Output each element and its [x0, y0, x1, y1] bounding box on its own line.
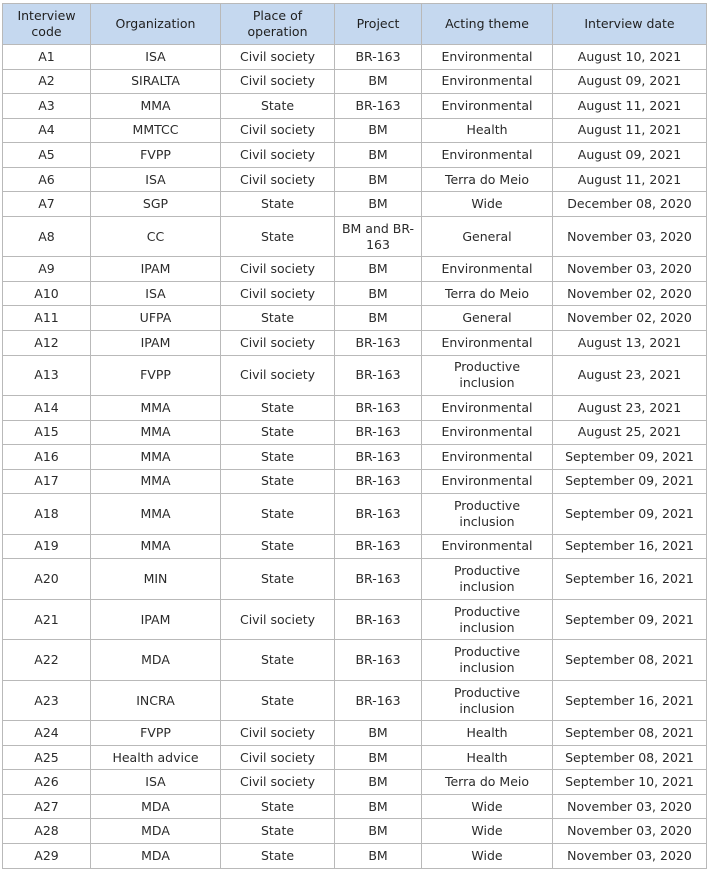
cell-project: BR-163	[335, 330, 422, 355]
cell-organization: MDA	[91, 794, 221, 819]
table-header	[3, 4, 707, 45]
cell-place-of-operation: State	[221, 469, 335, 494]
cell-place-of-operation: State	[221, 94, 335, 119]
cell-interview-date: August 23, 2021	[553, 355, 707, 396]
cell-place-of-operation: State	[221, 559, 335, 600]
cell-acting-theme: General	[422, 216, 553, 257]
cell-interview-code: A13	[3, 355, 91, 396]
cell-place-of-operation: State	[221, 640, 335, 681]
table-row	[3, 745, 707, 770]
table-row	[3, 216, 707, 257]
cell-interview-code: A20	[3, 559, 91, 600]
cell-project: BM	[335, 745, 422, 770]
cell-acting-theme: Terra do Meio	[422, 770, 553, 795]
table-row	[3, 680, 707, 721]
cell-place-of-operation: Civil society	[221, 770, 335, 795]
cell-organization: ISA	[91, 167, 221, 192]
cell-interview-date: September 09, 2021	[553, 599, 707, 640]
cell-organization: IPAM	[91, 330, 221, 355]
cell-acting-theme: Environmental	[422, 330, 553, 355]
cell-place-of-operation: Civil society	[221, 745, 335, 770]
cell-acting-theme: Productive inclusion	[422, 355, 553, 396]
cell-interview-date: August 23, 2021	[553, 396, 707, 421]
cell-place-of-operation: State	[221, 794, 335, 819]
cell-organization: SIRALTA	[91, 69, 221, 94]
cell-interview-code: A8	[3, 216, 91, 257]
table-row	[3, 355, 707, 396]
cell-project: BR-163	[335, 355, 422, 396]
cell-interview-code: A14	[3, 396, 91, 421]
cell-project: BM	[335, 118, 422, 143]
cell-interview-code: A7	[3, 192, 91, 217]
cell-project: BR-163	[335, 494, 422, 535]
header-place-of-operation: Place of operation	[221, 4, 335, 45]
table-body	[3, 45, 707, 869]
cell-acting-theme: Productive inclusion	[422, 599, 553, 640]
cell-organization: MMA	[91, 396, 221, 421]
cell-organization: IPAM	[91, 599, 221, 640]
cell-acting-theme: Wide	[422, 192, 553, 217]
cell-organization: MMA	[91, 534, 221, 559]
cell-interview-date: November 03, 2020	[553, 257, 707, 282]
cell-project: BM	[335, 143, 422, 168]
table-row	[3, 257, 707, 282]
table-row	[3, 843, 707, 868]
cell-acting-theme: Terra do Meio	[422, 167, 553, 192]
cell-interview-code: A16	[3, 445, 91, 470]
cell-place-of-operation: State	[221, 534, 335, 559]
cell-acting-theme: Health	[422, 118, 553, 143]
table-row	[3, 494, 707, 535]
cell-acting-theme: Productive inclusion	[422, 680, 553, 721]
cell-acting-theme: Environmental	[422, 143, 553, 168]
cell-interview-code: A6	[3, 167, 91, 192]
cell-interview-code: A12	[3, 330, 91, 355]
header-organization: Organization	[91, 4, 221, 45]
cell-project: BM and BR-163	[335, 216, 422, 257]
cell-acting-theme: Terra do Meio	[422, 281, 553, 306]
header-interview-date: Interview date	[553, 4, 707, 45]
cell-place-of-operation: State	[221, 192, 335, 217]
cell-interview-date: September 09, 2021	[553, 445, 707, 470]
cell-organization: UFPA	[91, 306, 221, 331]
cell-interview-date: November 03, 2020	[553, 819, 707, 844]
cell-project: BR-163	[335, 534, 422, 559]
cell-organization: MMA	[91, 469, 221, 494]
cell-acting-theme: Environmental	[422, 257, 553, 282]
cell-acting-theme: Wide	[422, 794, 553, 819]
cell-acting-theme: Productive inclusion	[422, 494, 553, 535]
cell-place-of-operation: Civil society	[221, 599, 335, 640]
cell-project: BR-163	[335, 469, 422, 494]
cell-organization: MMA	[91, 420, 221, 445]
cell-interview-code: A18	[3, 494, 91, 535]
cell-project: BR-163	[335, 559, 422, 600]
cell-interview-code: A28	[3, 819, 91, 844]
cell-interview-code: A23	[3, 680, 91, 721]
cell-place-of-operation: State	[221, 306, 335, 331]
cell-acting-theme: Environmental	[422, 469, 553, 494]
cell-place-of-operation: Civil society	[221, 118, 335, 143]
cell-organization: IPAM	[91, 257, 221, 282]
cell-project: BM	[335, 819, 422, 844]
cell-interview-code: A26	[3, 770, 91, 795]
cell-interview-code: A4	[3, 118, 91, 143]
cell-interview-date: September 08, 2021	[553, 640, 707, 681]
cell-organization: MDA	[91, 819, 221, 844]
table-row	[3, 94, 707, 119]
cell-place-of-operation: Civil society	[221, 721, 335, 746]
cell-place-of-operation: Civil society	[221, 257, 335, 282]
table-row	[3, 45, 707, 70]
cell-organization: MIN	[91, 559, 221, 600]
cell-interview-code: A1	[3, 45, 91, 70]
cell-project: BM	[335, 794, 422, 819]
table-row	[3, 143, 707, 168]
cell-organization: ISA	[91, 770, 221, 795]
cell-acting-theme: Environmental	[422, 396, 553, 421]
cell-interview-date: September 09, 2021	[553, 469, 707, 494]
cell-interview-code: A29	[3, 843, 91, 868]
table-row	[3, 330, 707, 355]
cell-project: BM	[335, 192, 422, 217]
table-row	[3, 281, 707, 306]
cell-organization: FVPP	[91, 355, 221, 396]
cell-place-of-operation: Civil society	[221, 45, 335, 70]
cell-interview-date: August 11, 2021	[553, 94, 707, 119]
table-row	[3, 559, 707, 600]
cell-place-of-operation: State	[221, 420, 335, 445]
cell-organization: MDA	[91, 843, 221, 868]
cell-interview-date: August 09, 2021	[553, 143, 707, 168]
cell-interview-date: August 25, 2021	[553, 420, 707, 445]
cell-acting-theme: Wide	[422, 843, 553, 868]
cell-interview-code: A25	[3, 745, 91, 770]
cell-project: BR-163	[335, 640, 422, 681]
cell-acting-theme: Wide	[422, 819, 553, 844]
cell-place-of-operation: State	[221, 216, 335, 257]
cell-interview-date: August 13, 2021	[553, 330, 707, 355]
cell-place-of-operation: State	[221, 445, 335, 470]
cell-organization: CC	[91, 216, 221, 257]
cell-organization: MMTCC	[91, 118, 221, 143]
cell-interview-date: September 08, 2021	[553, 721, 707, 746]
cell-place-of-operation: Civil society	[221, 355, 335, 396]
table-row	[3, 640, 707, 681]
cell-interview-date: September 16, 2021	[553, 680, 707, 721]
cell-organization: MMA	[91, 445, 221, 470]
cell-acting-theme: Productive inclusion	[422, 559, 553, 600]
cell-acting-theme: Environmental	[422, 420, 553, 445]
table-row	[3, 118, 707, 143]
cell-acting-theme: Productive inclusion	[422, 640, 553, 681]
cell-project: BM	[335, 843, 422, 868]
cell-interview-date: December 08, 2020	[553, 192, 707, 217]
header-interview-code: Interview code	[3, 4, 91, 45]
cell-acting-theme: Environmental	[422, 445, 553, 470]
cell-organization: SGP	[91, 192, 221, 217]
cell-project: BM	[335, 167, 422, 192]
header-project: Project	[335, 4, 422, 45]
cell-acting-theme: General	[422, 306, 553, 331]
cell-organization: FVPP	[91, 143, 221, 168]
header-row	[3, 4, 707, 45]
cell-organization: Health advice	[91, 745, 221, 770]
cell-interview-code: A11	[3, 306, 91, 331]
cell-project: BR-163	[335, 599, 422, 640]
cell-project: BR-163	[335, 420, 422, 445]
cell-interview-date: November 03, 2020	[553, 216, 707, 257]
cell-interview-date: September 10, 2021	[553, 770, 707, 795]
cell-project: BR-163	[335, 680, 422, 721]
cell-organization: ISA	[91, 281, 221, 306]
cell-project: BM	[335, 257, 422, 282]
cell-place-of-operation: Civil society	[221, 69, 335, 94]
cell-interview-date: September 08, 2021	[553, 745, 707, 770]
cell-interview-date: November 02, 2020	[553, 306, 707, 331]
cell-acting-theme: Environmental	[422, 94, 553, 119]
cell-place-of-operation: State	[221, 494, 335, 535]
cell-organization: INCRA	[91, 680, 221, 721]
cell-interview-date: August 10, 2021	[553, 45, 707, 70]
cell-project: BR-163	[335, 45, 422, 70]
cell-project: BM	[335, 69, 422, 94]
cell-place-of-operation: Civil society	[221, 330, 335, 355]
cell-place-of-operation: State	[221, 819, 335, 844]
cell-interview-date: November 03, 2020	[553, 794, 707, 819]
table-row	[3, 469, 707, 494]
interview-table	[2, 3, 707, 869]
table-row	[3, 770, 707, 795]
cell-organization: MMA	[91, 94, 221, 119]
cell-project: BM	[335, 770, 422, 795]
table-row	[3, 599, 707, 640]
cell-interview-date: November 02, 2020	[553, 281, 707, 306]
cell-interview-code: A5	[3, 143, 91, 168]
cell-place-of-operation: State	[221, 396, 335, 421]
cell-interview-code: A21	[3, 599, 91, 640]
cell-project: BR-163	[335, 396, 422, 421]
cell-project: BR-163	[335, 94, 422, 119]
cell-organization: FVPP	[91, 721, 221, 746]
cell-place-of-operation: Civil society	[221, 167, 335, 192]
cell-interview-date: September 09, 2021	[553, 494, 707, 535]
cell-acting-theme: Environmental	[422, 45, 553, 70]
table-row	[3, 721, 707, 746]
cell-acting-theme: Health	[422, 721, 553, 746]
cell-interview-code: A19	[3, 534, 91, 559]
cell-acting-theme: Environmental	[422, 69, 553, 94]
cell-interview-code: A3	[3, 94, 91, 119]
cell-acting-theme: Health	[422, 745, 553, 770]
cell-place-of-operation: Civil society	[221, 281, 335, 306]
table-row	[3, 69, 707, 94]
cell-interview-code: A2	[3, 69, 91, 94]
cell-organization: MDA	[91, 640, 221, 681]
cell-interview-code: A15	[3, 420, 91, 445]
cell-interview-date: August 11, 2021	[553, 118, 707, 143]
table-row	[3, 396, 707, 421]
cell-interview-code: A9	[3, 257, 91, 282]
table-row	[3, 192, 707, 217]
cell-interview-date: August 09, 2021	[553, 69, 707, 94]
cell-project: BM	[335, 281, 422, 306]
cell-place-of-operation: State	[221, 843, 335, 868]
header-acting-theme: Acting theme	[422, 4, 553, 45]
cell-acting-theme: Environmental	[422, 534, 553, 559]
table-row	[3, 445, 707, 470]
cell-interview-code: A22	[3, 640, 91, 681]
cell-interview-code: A24	[3, 721, 91, 746]
cell-organization: ISA	[91, 45, 221, 70]
cell-place-of-operation: State	[221, 680, 335, 721]
cell-interview-date: September 16, 2021	[553, 534, 707, 559]
cell-interview-code: A27	[3, 794, 91, 819]
cell-interview-date: November 03, 2020	[553, 843, 707, 868]
table-row	[3, 420, 707, 445]
table-row	[3, 306, 707, 331]
cell-project: BM	[335, 306, 422, 331]
table-row	[3, 534, 707, 559]
table-row	[3, 794, 707, 819]
cell-interview-date: August 11, 2021	[553, 167, 707, 192]
cell-organization: MMA	[91, 494, 221, 535]
cell-place-of-operation: Civil society	[221, 143, 335, 168]
cell-interview-code: A17	[3, 469, 91, 494]
table-row	[3, 819, 707, 844]
cell-interview-code: A10	[3, 281, 91, 306]
cell-project: BR-163	[335, 445, 422, 470]
cell-interview-date: September 16, 2021	[553, 559, 707, 600]
table-row	[3, 167, 707, 192]
cell-project: BM	[335, 721, 422, 746]
